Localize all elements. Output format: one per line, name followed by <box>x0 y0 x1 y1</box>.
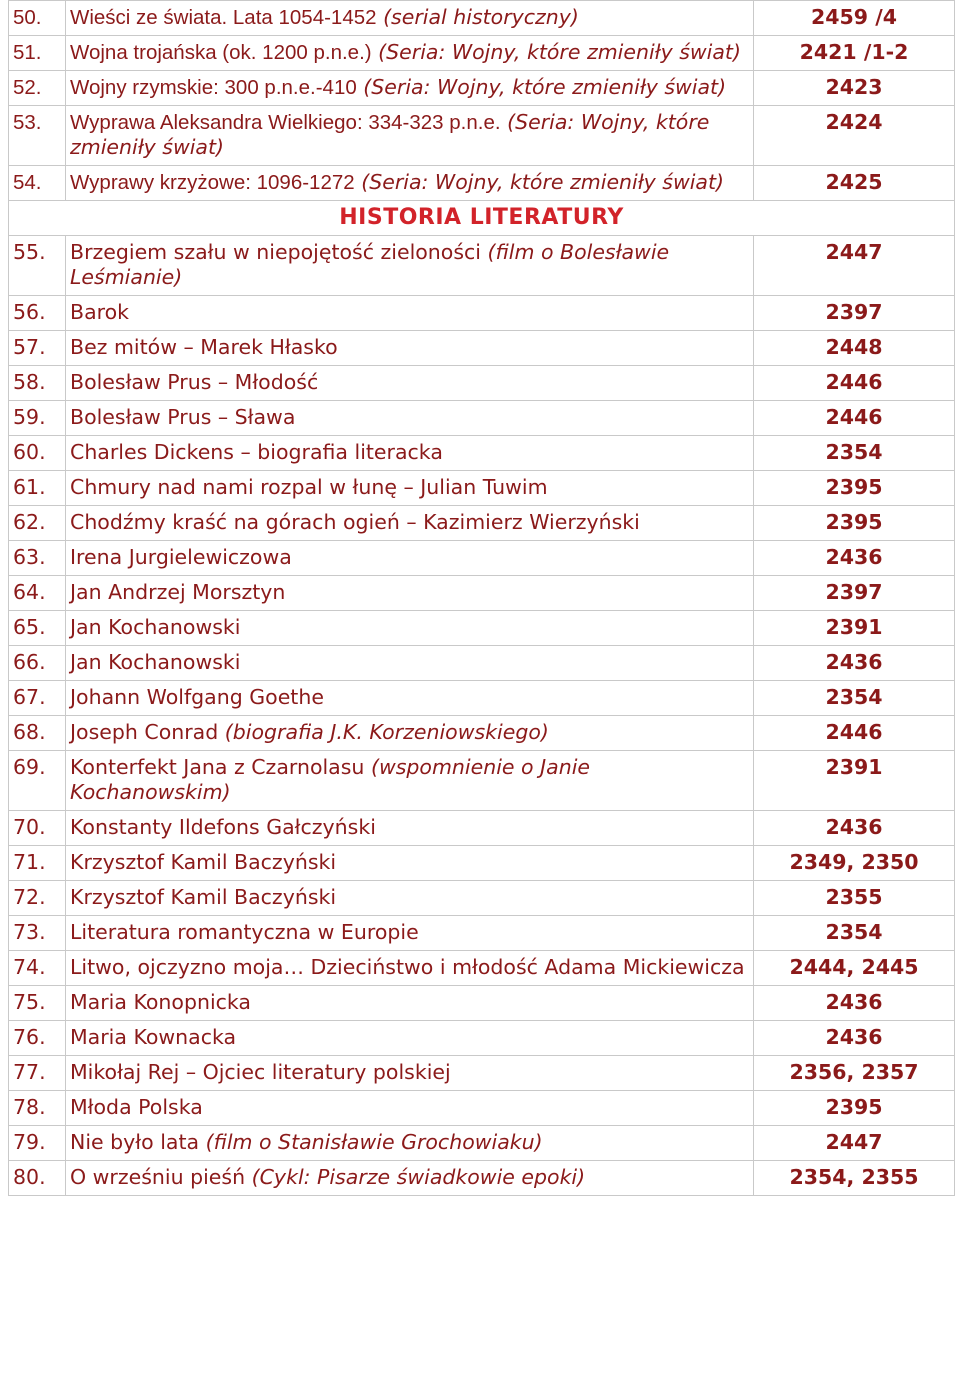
row-title-cell <box>66 646 754 681</box>
row-code: 2421 /1-2 <box>754 36 955 71</box>
row-number: 59. <box>9 401 66 436</box>
row-title: O wrześniu pieśń <box>70 1165 246 1189</box>
history-rows <box>9 1 955 201</box>
row-code: 2446 <box>754 401 955 436</box>
row-note: (Seria: Wojny, które zmieniły świat) <box>361 170 725 194</box>
literature-rows <box>9 236 955 1196</box>
row-title-cell <box>66 366 754 401</box>
row-code: 2425 <box>754 166 955 201</box>
table-row <box>9 986 955 1021</box>
row-number: 72. <box>9 881 66 916</box>
row-title-cell <box>66 471 754 506</box>
row-title-cell <box>66 1 754 36</box>
row-title: Konterfekt Jana z Czarnolasu <box>70 755 365 779</box>
row-title: Chodźmy kraść na górach ogień – Kazimierz Wierzyński <box>70 510 640 534</box>
row-code: 2395 <box>754 506 955 541</box>
row-code: 2354 <box>754 436 955 471</box>
table-row <box>9 506 955 541</box>
row-title-cell <box>66 541 754 576</box>
table-row <box>9 331 955 366</box>
row-number: 74. <box>9 951 66 986</box>
row-note: (biografia J.K. Korzeniowskiego) <box>224 720 549 744</box>
table-row <box>9 296 955 331</box>
row-title: Charles Dickens – biografia literacka <box>70 440 443 464</box>
row-title-cell <box>66 1091 754 1126</box>
table-row <box>9 1161 955 1196</box>
row-title: Literatura romantyczna w Europie <box>70 920 419 944</box>
row-title: Wyprawy krzyżowe: 1096-1272 <box>70 171 355 194</box>
row-code: 2436 <box>754 811 955 846</box>
row-title-cell <box>66 611 754 646</box>
row-code: 2397 <box>754 576 955 611</box>
row-title: Maria Kownacka <box>70 1025 237 1049</box>
row-code: 2354 <box>754 916 955 951</box>
row-number: 58. <box>9 366 66 401</box>
row-number: 50. <box>9 1 66 36</box>
row-code: 2349, 2350 <box>754 846 955 881</box>
table-row <box>9 1056 955 1091</box>
row-title: Krzysztof Kamil Baczyński <box>70 885 337 909</box>
row-title-cell <box>66 576 754 611</box>
row-title-cell <box>66 401 754 436</box>
section-heading: HISTORIA LITERATURY <box>9 201 955 236</box>
row-number: 73. <box>9 916 66 951</box>
row-code: 2436 <box>754 986 955 1021</box>
row-title: Mikołaj Rej – Ojciec literatury polskiej <box>70 1060 451 1084</box>
row-title: Wojny rzymskie: 300 p.n.e.-410 <box>70 76 357 99</box>
table-row <box>9 916 955 951</box>
row-number: 79. <box>9 1126 66 1161</box>
row-number: 70. <box>9 811 66 846</box>
row-title-cell <box>66 506 754 541</box>
row-title-cell <box>66 916 754 951</box>
row-number: 76. <box>9 1021 66 1056</box>
table-row <box>9 401 955 436</box>
row-number: 52. <box>9 71 66 106</box>
row-note: (Seria: Wojny, które zmieniły świat) <box>378 40 741 64</box>
row-note: (Seria: Wojny, które zmieniły świat) <box>70 110 710 159</box>
table-row <box>9 471 955 506</box>
table-row <box>9 846 955 881</box>
row-title-cell <box>66 1126 754 1161</box>
row-title: Młoda Polska <box>70 1095 203 1119</box>
row-title: Joseph Conrad <box>70 720 219 744</box>
row-title: Bez mitów – Marek Hłasko <box>70 335 338 359</box>
row-title: Nie było lata <box>70 1130 200 1154</box>
row-title: Wyprawa Aleksandra Wielkiego: 334-323 p.n.e. <box>70 111 501 134</box>
table-row <box>9 1021 955 1056</box>
row-number: 53. <box>9 106 66 166</box>
row-title-cell <box>66 1161 754 1196</box>
table-row <box>9 1 955 36</box>
row-title-cell <box>66 71 754 106</box>
row-title-cell <box>66 716 754 751</box>
row-note: (Seria: Wojny, które zmieniły świat) <box>363 75 727 99</box>
row-title-cell <box>66 1021 754 1056</box>
row-title-cell <box>66 881 754 916</box>
row-number: 75. <box>9 986 66 1021</box>
row-title: Wojna trojańska (ok. 1200 p.n.e.) <box>70 41 372 64</box>
row-number: 51. <box>9 36 66 71</box>
row-code: 2395 <box>754 1091 955 1126</box>
row-code: 2391 <box>754 751 955 811</box>
row-code: 2436 <box>754 541 955 576</box>
row-code: 2397 <box>754 296 955 331</box>
row-code: 2447 <box>754 236 955 296</box>
row-code: 2354, 2355 <box>754 1161 955 1196</box>
table-row <box>9 166 955 201</box>
table-row <box>9 811 955 846</box>
catalog-page <box>8 0 954 1196</box>
table-row <box>9 36 955 71</box>
row-number: 63. <box>9 541 66 576</box>
row-code: 2448 <box>754 331 955 366</box>
row-code: 2436 <box>754 1021 955 1056</box>
row-title-cell <box>66 236 754 296</box>
row-number: 65. <box>9 611 66 646</box>
table-row <box>9 436 955 471</box>
row-number: 69. <box>9 751 66 811</box>
row-title-cell <box>66 951 754 986</box>
row-title: Konstanty Ildefons Gałczyński <box>70 815 376 839</box>
table-row <box>9 106 955 166</box>
row-number: 64. <box>9 576 66 611</box>
row-code: 2436 <box>754 646 955 681</box>
row-code: 2446 <box>754 366 955 401</box>
row-code: 2446 <box>754 716 955 751</box>
row-title: Barok <box>70 300 130 324</box>
row-number: 54. <box>9 166 66 201</box>
row-title: Brzegiem szału w niepojętość zieloności <box>70 240 481 264</box>
row-number: 60. <box>9 436 66 471</box>
row-title-cell <box>66 986 754 1021</box>
row-title-cell <box>66 436 754 471</box>
row-title: Jan Kochanowski <box>70 650 241 674</box>
row-number: 62. <box>9 506 66 541</box>
table-row <box>9 71 955 106</box>
row-code: 2447 <box>754 1126 955 1161</box>
row-code: 2459 /4 <box>754 1 955 36</box>
table-row <box>9 881 955 916</box>
table-row <box>9 1091 955 1126</box>
table-row <box>9 1126 955 1161</box>
row-note: (serial historyczny) <box>383 5 579 29</box>
row-number: 57. <box>9 331 66 366</box>
row-title: Irena Jurgielewiczowa <box>70 545 292 569</box>
table-row <box>9 541 955 576</box>
row-title-cell <box>66 36 754 71</box>
row-title: Johann Wolfgang Goethe <box>70 685 324 709</box>
row-title-cell <box>66 331 754 366</box>
row-number: 71. <box>9 846 66 881</box>
row-title-cell <box>66 1056 754 1091</box>
row-title: Krzysztof Kamil Baczyński <box>70 850 337 874</box>
row-code: 2354 <box>754 681 955 716</box>
row-number: 67. <box>9 681 66 716</box>
section-block <box>9 201 955 236</box>
row-title-cell <box>66 296 754 331</box>
row-note: (film o Stanisławie Grochowiaku) <box>205 1130 543 1154</box>
row-title: Bolesław Prus – Sława <box>70 405 296 429</box>
row-title: Maria Konopnicka <box>70 990 251 1014</box>
row-note: (film o Bolesławie Leśmianie) <box>70 240 670 289</box>
row-title: Bolesław Prus – Młodość <box>70 370 319 394</box>
row-title-cell <box>66 751 754 811</box>
row-number: 68. <box>9 716 66 751</box>
table-row <box>9 576 955 611</box>
row-title: Wieści ze świata. Lata 1054-1452 <box>70 6 377 29</box>
table-row <box>9 681 955 716</box>
row-number: 61. <box>9 471 66 506</box>
table-row <box>9 951 955 986</box>
row-title: Chmury nad nami rozpal w łunę – Julian Tuwim <box>70 475 548 499</box>
row-code: 2391 <box>754 611 955 646</box>
table-row <box>9 236 955 296</box>
row-note: (Cykl: Pisarze świadkowie epoki) <box>251 1165 586 1189</box>
catalog-table <box>8 0 955 1196</box>
table-row <box>9 646 955 681</box>
row-code: 2356, 2357 <box>754 1056 955 1091</box>
row-title-cell <box>66 846 754 881</box>
row-code: 2423 <box>754 71 955 106</box>
table-row <box>9 751 955 811</box>
row-title-cell <box>66 681 754 716</box>
row-number: 55. <box>9 236 66 296</box>
table-row <box>9 611 955 646</box>
row-title-cell <box>66 166 754 201</box>
row-number: 77. <box>9 1056 66 1091</box>
row-title: Jan Andrzej Morsztyn <box>70 580 286 604</box>
row-code: 2395 <box>754 471 955 506</box>
table-row <box>9 716 955 751</box>
row-number: 80. <box>9 1161 66 1196</box>
row-title-cell <box>66 811 754 846</box>
row-title: Litwo, ojczyzno moja… Dzieciństwo i młodość Adama Mickiewicza <box>70 955 745 979</box>
row-code: 2424 <box>754 106 955 166</box>
row-number: 66. <box>9 646 66 681</box>
row-title-cell <box>66 106 754 166</box>
section-row <box>9 201 955 236</box>
row-title: Jan Kochanowski <box>70 615 241 639</box>
row-number: 56. <box>9 296 66 331</box>
row-number: 78. <box>9 1091 66 1126</box>
row-code: 2444, 2445 <box>754 951 955 986</box>
row-note: (wspomnienie o Janie Kochanowskim) <box>70 755 591 804</box>
row-code: 2355 <box>754 881 955 916</box>
table-row <box>9 366 955 401</box>
